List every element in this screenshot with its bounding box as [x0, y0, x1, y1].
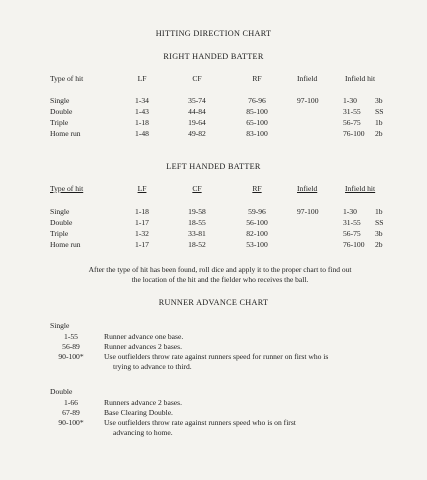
cell-rf: 85-100: [246, 107, 268, 116]
single-range: 56-89: [62, 342, 80, 351]
instruction-line-1: After the type of hit has been found, roll dice and apply it to the proper chart to find out: [88, 265, 352, 274]
cell-lf: 1-17: [135, 218, 149, 227]
single-text: Runner advance one base.: [104, 332, 184, 341]
cell-fielder: SS: [375, 107, 384, 116]
cell-cf: 19-58: [188, 207, 206, 216]
cell-rf: 59-96: [248, 207, 266, 216]
cell-fielder: 3b: [375, 229, 383, 238]
double-text: Base Clearing Double.: [104, 408, 173, 417]
row-type: Triple: [50, 229, 69, 238]
row-type: Double: [50, 218, 73, 227]
cell-infield-hit: 56-75: [343, 229, 361, 238]
cell-cf: 18-55: [188, 218, 206, 227]
cell-lf: 1-32: [135, 229, 149, 238]
double-text: Runners advance 2 bases.: [104, 398, 183, 407]
double-text-continued: advancing to home.: [113, 428, 173, 437]
double-range: 1-66: [64, 398, 78, 407]
cell-fielder: 2b: [375, 129, 383, 138]
col-header-lf: LF: [137, 184, 147, 193]
cell-cf: 33-81: [188, 229, 206, 238]
col-header-type: Type of hit: [50, 184, 84, 193]
instruction-paragraph: [40, 265, 400, 285]
cell-infield-hit: 31-55: [343, 107, 361, 116]
row-type: Single: [50, 207, 70, 216]
single-text: Runner advances 2 bases.: [104, 342, 183, 351]
cell-rf: 76-96: [248, 96, 266, 105]
cell-fielder: 2b: [375, 240, 383, 249]
cell-lf: 1-34: [135, 96, 149, 105]
col-header-cf: CF: [192, 184, 202, 193]
col-header-lf: LF: [137, 74, 147, 83]
cell-lf: 1-48: [135, 129, 149, 138]
cell-cf: 19-64: [188, 118, 206, 127]
right-handed-heading: RIGHT HANDED BATTER: [163, 52, 264, 61]
left-handed-heading: LEFT HANDED BATTER: [166, 162, 261, 171]
row-type: Single: [50, 96, 70, 105]
cell-infield-hit: 1-30: [343, 207, 357, 216]
cell-fielder: 1b: [375, 207, 383, 216]
double-text: Use outfielders throw rate against runners speed who is on first: [104, 418, 296, 427]
row-type: Home run: [50, 240, 81, 249]
row-type: Home run: [50, 129, 81, 138]
single-text: Use outfielders throw rate against runners speed for runner on first who is: [104, 352, 329, 361]
cell-rf: 53-100: [246, 240, 268, 249]
cell-lf: 1-18: [135, 118, 149, 127]
cell-infield-hit: 56-75: [343, 118, 361, 127]
cell-fielder: 1b: [375, 118, 383, 127]
double-range: 67-89: [62, 408, 80, 417]
cell-rf: 82-100: [246, 229, 268, 238]
col-header-infield: Infield: [297, 184, 318, 193]
cell-rf: 65-100: [246, 118, 268, 127]
cell-cf: 49-82: [188, 129, 206, 138]
cell-rf: 83-100: [246, 129, 268, 138]
col-header-type: Type of hit: [50, 74, 84, 83]
col-header-infield-hit: Infield hit: [345, 74, 376, 83]
cell-lf: 1-18: [135, 207, 149, 216]
cell-cf: 18-52: [188, 240, 206, 249]
cell-fielder: SS: [375, 218, 384, 227]
cell-lf: 1-43: [135, 107, 149, 116]
document-title: HITTING DIRECTION CHART: [155, 29, 272, 38]
single-label: Single: [50, 321, 70, 330]
cell-infield: 97-100: [297, 207, 319, 216]
single-range: 90-100*: [58, 352, 84, 361]
cell-infield-hit: 76-100: [343, 129, 365, 138]
col-header-rf: RF: [252, 74, 262, 83]
double-label: Double: [50, 387, 73, 396]
row-type: Double: [50, 107, 73, 116]
col-header-infield: Infield: [297, 74, 318, 83]
cell-infield: 97-100: [297, 96, 319, 105]
cell-cf: 44-84: [188, 107, 206, 116]
double-range: 90-100*: [58, 418, 84, 427]
runner-advance-title: RUNNER ADVANCE CHART: [158, 298, 269, 307]
col-header-infield-hit: Infield hit: [345, 184, 376, 193]
single-text-continued: trying to advance to third.: [113, 362, 192, 371]
cell-infield-hit: 1-30: [343, 96, 357, 105]
cell-rf: 56-100: [246, 218, 268, 227]
col-header-cf: CF: [192, 74, 202, 83]
cell-fielder: 3b: [375, 96, 383, 105]
cell-cf: 35-74: [188, 96, 206, 105]
row-type: Triple: [50, 118, 69, 127]
cell-lf: 1-17: [135, 240, 149, 249]
cell-infield-hit: 31-55: [343, 218, 361, 227]
instruction-line-2: the location of the hit and the fielder who receives the ball.: [131, 275, 309, 284]
col-header-rf: RF: [252, 184, 262, 193]
single-range: 1-55: [64, 332, 78, 341]
cell-infield-hit: 76-100: [343, 240, 365, 249]
